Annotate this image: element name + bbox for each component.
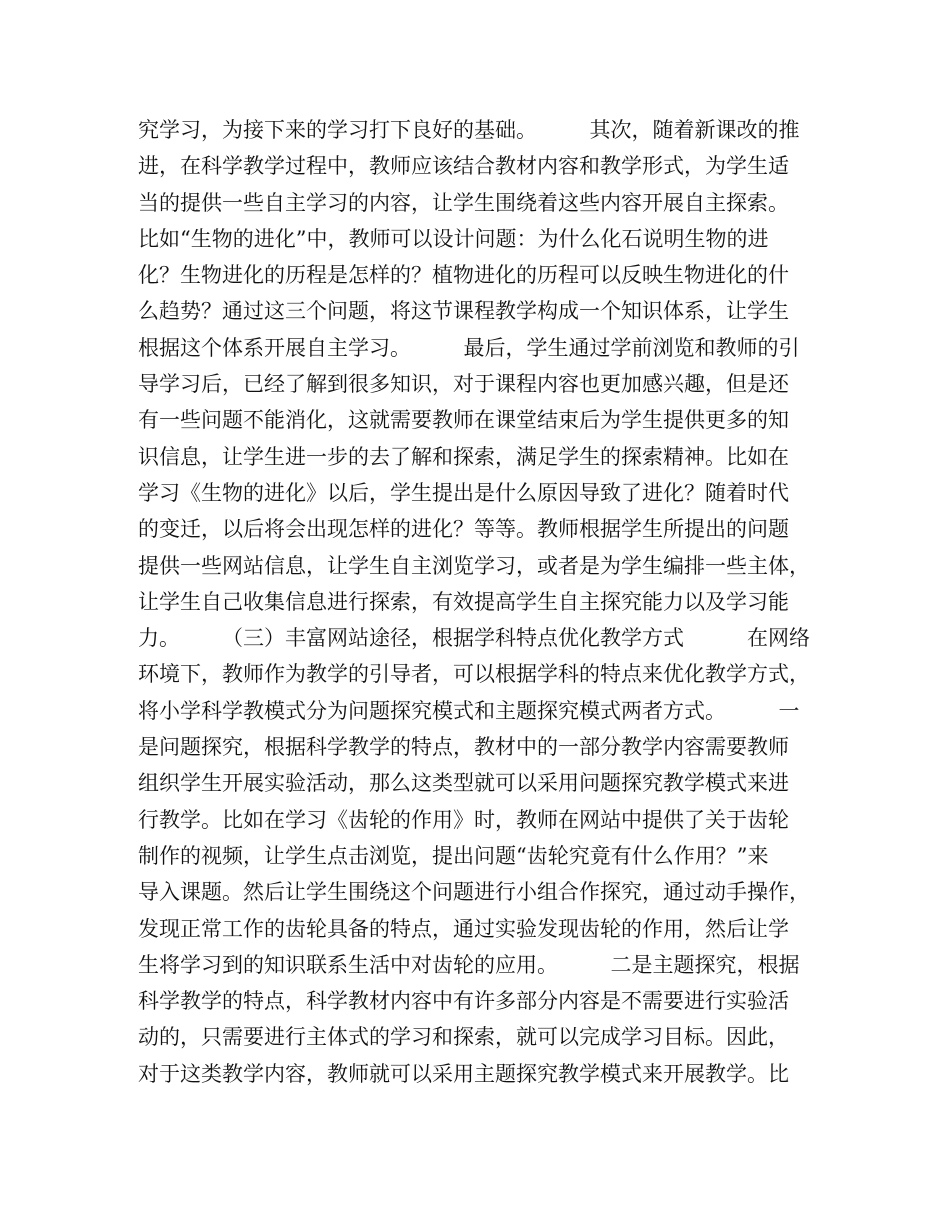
- text-line: 科学教学的特点，科学教材内容中有许多部分内容是不需要进行实验活: [138, 989, 789, 1014]
- text-line: 让学生自己收集信息进行探索，有效提高学生自主探究能力以及学习能: [138, 589, 789, 614]
- text-line: 么趋势？通过这三个问题，将这节课程教学构成一个知识体系，让学生: [138, 299, 789, 324]
- text-line: 是问题探究，根据科学教学的特点，教材中的一部分教学内容需要教师: [138, 735, 789, 760]
- text-line: 的变迁，以后将会出现怎样的进化？等等。教师根据学生所提出的问题: [138, 517, 789, 542]
- text-line: 制作的视频，让学生点击浏览，提出问题“齿轮究竟有什么作用？”来: [138, 843, 769, 868]
- text-line: 根据这个体系开展自主学习。 最后，学生通过学前浏览和教师的引: [138, 335, 800, 360]
- text-line: 组织学生开展实验活动，那么这类型就可以采用问题探究教学模式来进: [138, 771, 789, 796]
- body-text: [138, 112, 828, 1092]
- text-line: 导学习后，已经了解到很多知识，对于课程内容也更加感兴趣，但是还: [138, 372, 789, 397]
- text-line: 将小学科学教模式分为问题探究模式和主题探究模式两者方式。 一: [138, 698, 800, 723]
- text-line: 生将学习到的知识联系生活中对齿轮的应用。 二是主题探究，根据: [138, 952, 800, 977]
- text-line: 环境下，教师作为教学的引导者，可以根据学科的特点来优化教学方式，: [138, 662, 810, 687]
- text-line: 当的提供一些自主学习的内容，让学生围绕着这些内容开展自主探索。: [138, 190, 789, 215]
- text-line: 动的，只需要进行主体式的学习和探索，就可以完成学习目标。因此，: [138, 1025, 789, 1050]
- text-line: 比如“生物的进化”中，教师可以设计问题：为什么化石说明生物的进: [138, 226, 769, 251]
- text-line: 行教学。比如在学习《齿轮的作用》时，教师在网站中提供了关于齿轮: [138, 807, 789, 832]
- text-line: 化？生物进化的历程是怎样的？植物进化的历程可以反映生物进化的什: [138, 263, 789, 288]
- text-line: 对于这类教学内容，教师就可以采用主题探究教学模式来开展教学。比: [138, 1061, 789, 1086]
- text-line: 导入课题。然后让学生围绕这个问题进行小组合作探究，通过动手操作，: [138, 880, 810, 905]
- text-line: 进，在科学教学过程中，教师应该结合教材内容和教学形式，为学生适: [138, 154, 789, 179]
- text-line: 提供一些网站信息，让学生自主浏览学习，或者是为学生编排一些主体，: [138, 553, 810, 578]
- text-line: 识信息，让学生进一步的去了解和探索，满足学生的探索精神。比如在: [138, 444, 789, 469]
- text-line: 学习《生物的进化》以后，学生提出是什么原因导致了进化？随着时代: [138, 480, 789, 505]
- text-line: 究学习，为接下来的学习打下良好的基础。 其次，随着新课改的推: [138, 118, 800, 142]
- text-line: 发现正常工作的齿轮具备的特点，通过实验发现齿轮的作用，然后让学: [138, 916, 789, 941]
- text-line: 有一些问题不能消化，这就需要教师在课堂结束后为学生提供更多的知: [138, 408, 789, 433]
- text-line: 力。 （三）丰富网站途径，根据学科特点优化教学方式 在网络: [138, 626, 810, 651]
